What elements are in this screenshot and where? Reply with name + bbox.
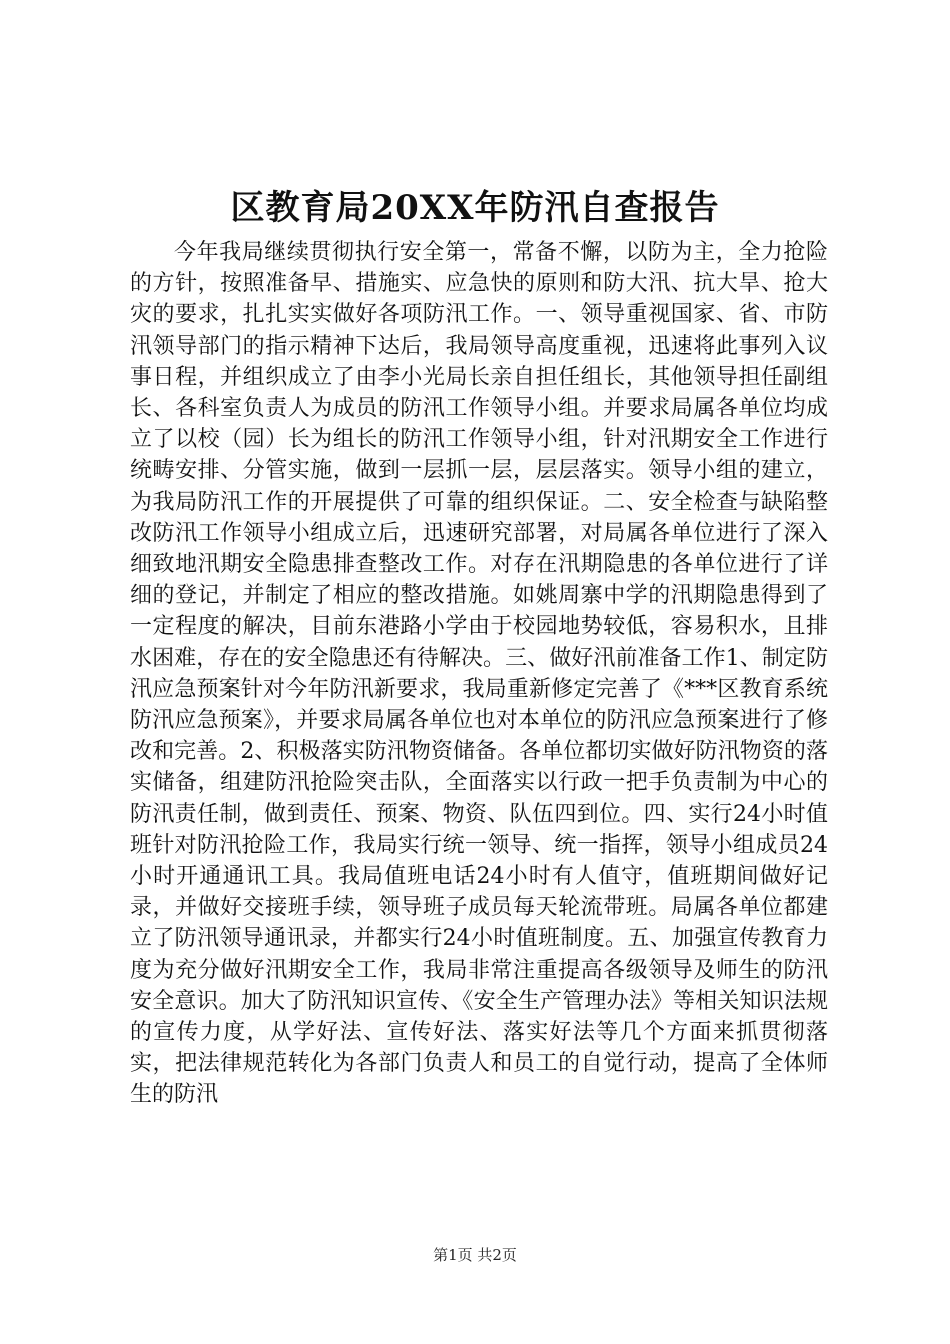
document-body: 今年我局继续贯彻执行安全第一，常备不懈，以防为主，全力抢险的方针，按照准备早、措施实、应急快的原则和防大汛、抗大旱、抢大灾的要求，扎扎实实做好各项防汛工作。一、领导重视国家、省、市防汛领导部门的指示精神下达后，我局领导高度重视，迅速将此事列入议事日程，并组织成立了由李小光局长亲自担任组长，其他领导担任副组长、各科室负责人为成员的防汛工作领导小组。并要求局属各单位均成立了以校（园）长为组长的防汛工作领导小组，针对汛期安全工作进行统畴安排、分管实施，做到一层抓一层，层层落实。领导小组的建立，为我局防汛工作的开展提供了可靠的组织保证。二、安全检查与缺陷整改防汛工作领导小组成立后，迅速研究部署，对局属各单位进行了深入细致地汛期安全隐患排查整改工作。对存在汛期隐患的各单位进行了详细的登记，并制定了相应的整改措施。如姚周寨中学的汛期隐患得到了一定程度的解决，目前东港路小学由于校园地势较低，容易积水，且排水困难，存在的安全隐患还有待解决。三、做好汛前准备工作1、制定防汛应急预案针对今年防汛新要求，我局重新修定完善了《***区教育系统防汛应急预案》，并要求局属各单位也对本单位的防汛应急预案进行了修改和完善。2、积极落实防汛物资储备。各单位都切实做好防汛物资的落实储备，组建防汛抢险突击队，全面落实以行政一把手负责制为中心的防汛责任制，做到责任、预案、物资、队伍四到位。四、实行24小时值班针对防汛抢险工作，我局实行统一领导、统一指挥，领导小组成员24小时开通通讯工具。我局值班电话24小时有人值守，值班期间做好记录，并做好交接班手续，领导班子成员每天轮流带班。局属各单位都建立了防汛领导通讯录，并都实行24小时值班制度。五、加强宣传教育力度为充分做好汛期安全工作，我局非常注重提高各级领导及师生的防汛安全意识。加大了防汛知识宣传、《安全生产管理办法》等相关知识法规的宣传力度，从学好法、宣传好法、落实好法等几个方面来抓贯彻落实，把法律规范转化为各部门负责人和员工的自觉行动，提高了全体师生的防汛 — [130, 240, 828, 1108]
page-footer: 第1页 共2页 — [433, 1246, 517, 1264]
document-title: 区教育局20XX年防汛自查报告 — [230, 188, 720, 228]
